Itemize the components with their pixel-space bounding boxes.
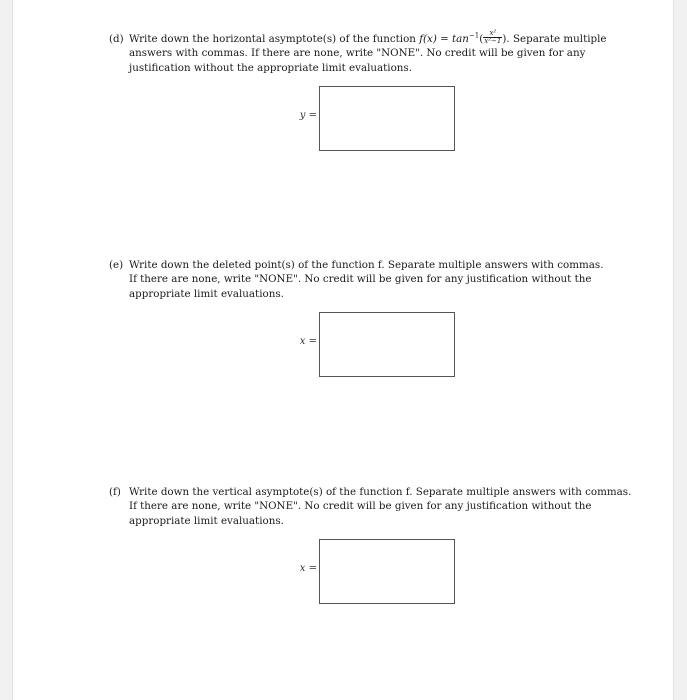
question-d-text-1: Write down the horizontal asymptote(s) of the function	[129, 33, 420, 45]
answer-box-f[interactable]	[319, 539, 455, 604]
question-d-line-3: justification without the appropriate limit evaluations.	[129, 61, 412, 74]
answer-variable-d: y =	[299, 110, 317, 121]
question-e-line-2: If there are none, write "NONE". No credit will be given for any justification without the	[129, 273, 592, 286]
question-e-line-1	[109, 258, 625, 272]
question-d-label: (d)	[109, 33, 124, 45]
answer-box-e[interactable]	[319, 312, 455, 377]
answer-variable-f: x =	[299, 563, 317, 574]
fraction-denominator: x²−1	[484, 36, 502, 45]
question-d-text-1b: . Separate multiple	[506, 33, 607, 45]
question-e-line-3: appropriate limit evaluations.	[129, 287, 284, 300]
question-e-label: (e)	[109, 259, 124, 271]
answer-variable-e: x =	[299, 336, 317, 347]
question-d	[109, 28, 625, 75]
question-f-line-2: If there are none, write "NONE". No credit will be given for any justification without the	[129, 500, 592, 513]
question-f	[109, 485, 632, 528]
question-f-label: (f)	[109, 486, 121, 498]
document-page	[12, 0, 674, 700]
question-f-line-1	[109, 485, 632, 499]
function-expression: f(x) = tan	[419, 33, 469, 45]
question-e-text-1: Write down the deleted point(s) of the function f. Separate multiple answers with commas.	[129, 259, 604, 271]
answer-box-d[interactable]	[319, 86, 455, 151]
function-fraction	[483, 30, 502, 45]
question-f-line-3: appropriate limit evaluations.	[129, 514, 284, 527]
question-d-line-2: answers with commas. If there are none, write "NONE". No credit will be given for any	[129, 47, 586, 60]
fraction-numerator: x²	[483, 30, 502, 38]
question-e	[109, 258, 625, 301]
question-f-text-1: Write down the vertical asymptote(s) of the function f. Separate multiple answers with commas.	[129, 486, 632, 498]
question-d-line-1: (d) Write down the horizontal asymptote(s) of the function $f(x) = \tan^{-1}$( $\frac{\text{x²}}{\text{x²−1}}$ ). Separate multiple	[109, 28, 607, 45]
inverse-exponent: −1	[468, 31, 480, 40]
